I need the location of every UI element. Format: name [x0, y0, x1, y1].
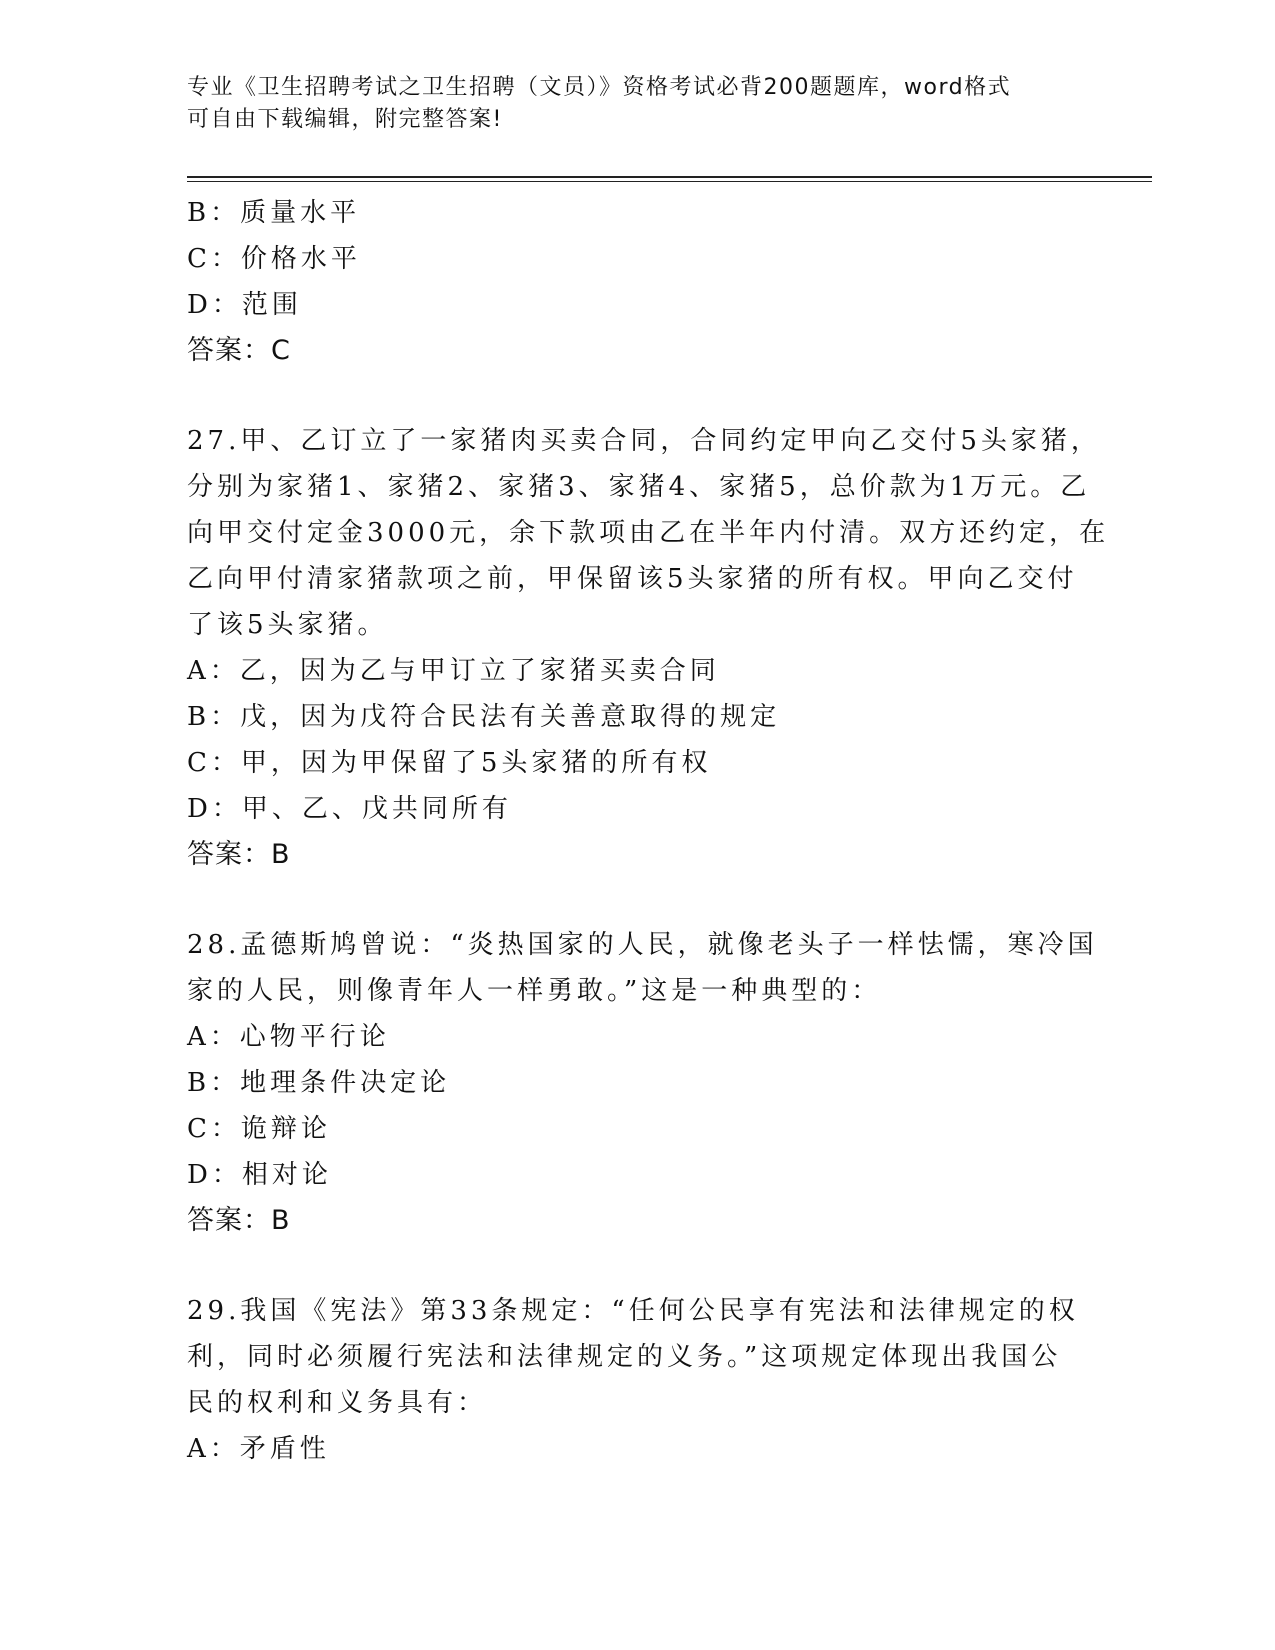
document-header: [187, 72, 1067, 136]
option-b: B：质量水平: [187, 198, 361, 228]
spacer: [187, 1244, 1087, 1288]
option-b: B：戊，因为戊符合民法有关善意取得的规定: [187, 702, 781, 732]
answer: 答案：B: [187, 1205, 291, 1236]
spacer: [187, 374, 1087, 418]
answer: 答案：C: [187, 335, 291, 366]
option-c: C：诡辩论: [187, 1114, 331, 1144]
question-text-line: 了该5头家猪。: [187, 610, 388, 640]
option-a: A：乙，因为乙与甲订立了家猪买卖合同: [187, 656, 720, 686]
question-text-line: 家的人民，则像青年人一样勇敢。”这是一种典型的：: [187, 976, 882, 1006]
question-text-line: 乙向甲付清家猪款项之前，甲保留该5头家猪的所有权。甲向乙交付: [187, 564, 1078, 594]
spacer: [187, 878, 1087, 922]
question-text-line: 27.甲、乙订立了一家猪肉买卖合同，合同约定甲向乙交付5头家猪，: [187, 426, 1101, 456]
answer: 答案：B: [187, 839, 291, 870]
question-text-line: 分别为家猪1、家猪2、家猪3、家猪4、家猪5，总价款为1万元。乙: [187, 472, 1091, 502]
question-text-line: 民的权利和义务具有：: [187, 1388, 488, 1418]
header-line-2: 可自由下载编辑，附完整答案!: [187, 107, 503, 132]
option-d: D：相对论: [187, 1160, 332, 1190]
question-text-line: 29.我国《宪法》第33条规定：“任何公民享有宪法和法律规定的权: [187, 1296, 1079, 1326]
previous-question-tail: [187, 190, 1087, 374]
question-29: [187, 1288, 1087, 1472]
option-c: C：价格水平: [187, 244, 361, 274]
option-d: D：甲、乙、戊共同所有: [187, 794, 512, 824]
question-text-line: 利，同时必须履行宪法和法律规定的义务。”这项规定体现出我国公: [187, 1342, 1062, 1372]
option-b: B：地理条件决定论: [187, 1068, 451, 1098]
option-a: A：矛盾性: [187, 1434, 330, 1464]
question-27: [187, 418, 1110, 878]
question-text-line: 28.孟德斯鸠曾说：“炎热国家的人民，就像老头子一样怯懦，寒冷国: [187, 930, 1098, 960]
option-a: A：心物平行论: [187, 1022, 390, 1052]
question-text-line: 向甲交付定金3000元，余下款项由乙在半年内付清。双方还约定，在: [187, 518, 1110, 548]
header-divider: [187, 176, 1152, 182]
option-d: D：范围: [187, 290, 302, 320]
question-28: [187, 922, 1098, 1244]
option-c: C：甲，因为甲保留了5头家猪的所有权: [187, 748, 712, 778]
header-line-1: 专业《卫生招聘考试之卫生招聘（文员）》资格考试必背200题题库，word格式: [187, 75, 1012, 100]
question-content: [187, 190, 1110, 1472]
